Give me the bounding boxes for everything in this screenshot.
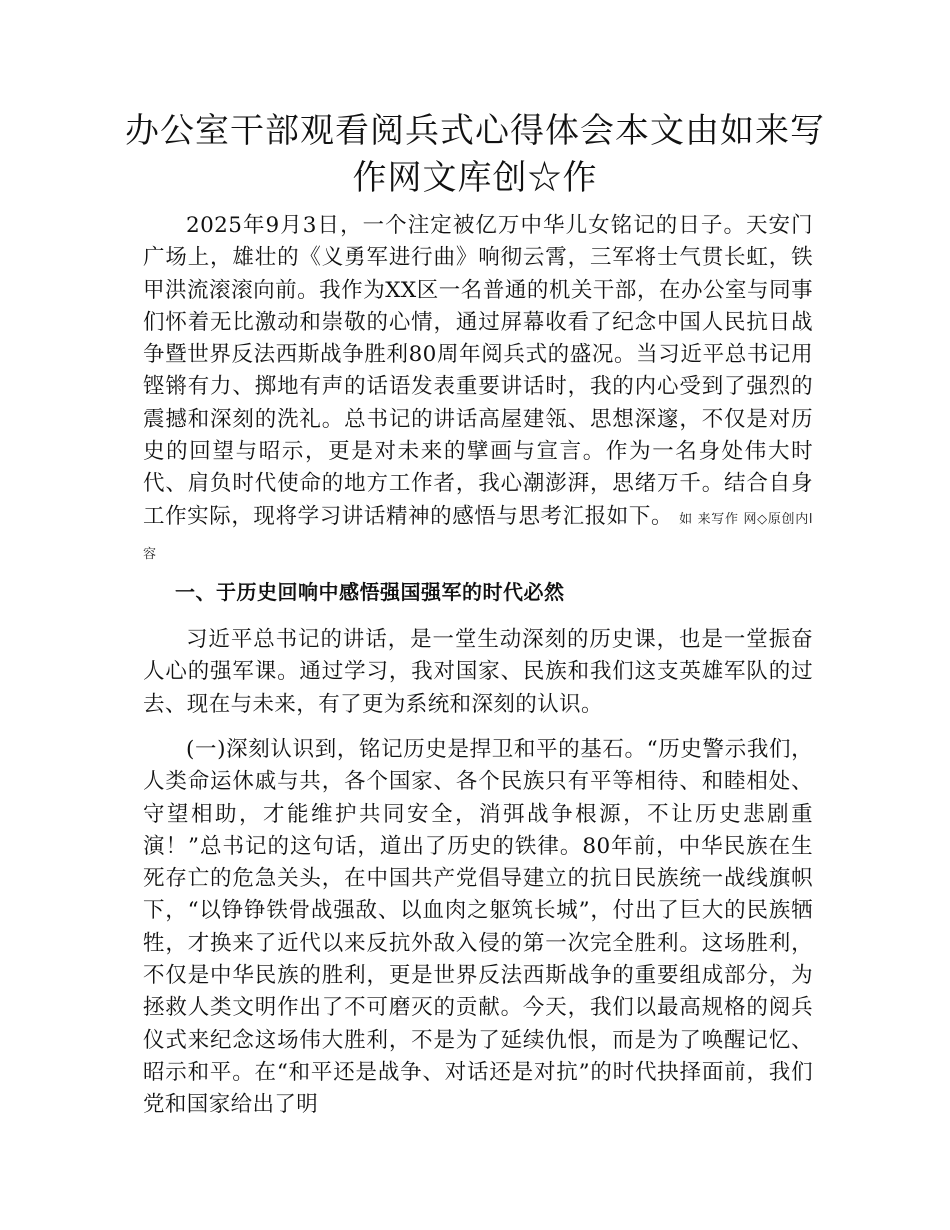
section-heading-1: 一、于历史回响中感悟强国强军的时代必然	[175, 580, 565, 604]
paragraph-intro	[143, 210, 813, 571]
document-title: 办公室干部观看阅兵式心得体会本文由如来写作网文库创☆作	[125, 111, 825, 198]
paragraph-intro-text: 2025年9月3日，一个注定被亿万中华儿女铭记的日子。天安门广场上，雄壮的《义勇军进行曲》响彻云霄，三军将士气贯长虹，铁甲洪流滚滚向前。我作为XX区一名普通的机关干部，在办公室与同事们怀着无比激动和崇敬的心情，通过屏幕收看了纪念中国人民抗日战争暨世界反法西斯战争胜利80周年阅兵式的盛况。当习近平总书记用铿锵有力、掷地有声的话语发表重要讲话时，我的内心受到了强烈的震撼和深刻的洗礼。总书记的讲话高屋建瓴、思想深邃，不仅是对历史的回望与昭示，更是对未来的擘画与宣言。作为一名身处伟大时代、肩负时代使命的地方工作者，我心潮澎湃，思绪万千。结合自身工作实际，现将学习讲话精神的感悟与思考汇报如下。	[143, 213, 813, 529]
watermark-text: 如 来写作 网◇原创内l容	[143, 511, 814, 562]
paragraph-subsection-1: (一)深刻认识到，铭记历史是捍卫和平的基石。“历史警示我们，人类命运休戚与共，各个国家、各个民族只有平等相待、和睦相处、守望相助，才能维护共同安全，消弭战争根源，不让历史悲剧重演！”总书记的这句话，道出了历史的铁律。80年前，中华民族在生死存亡的危急关头，在中国共产党倡导建立的抗日民族统一战线旗帜下，“以铮铮铁骨战强敌、以血肉之躯筑长城”，付出了巨大的民族牺牲，才换来了近代以来反抗外敌入侵的第一次完全胜利。这场胜利，不仅是中华民族的胜利，更是世界反法西斯战争的重要组成部分，为拯救人类文明作出了不可磨灭的贡献。今天，我们以最高规格的阅兵仪式来纪念这场伟大胜利，不是为了延续仇恨，而是为了唤醒记忆、昭示和平。在“和平还是战争、对话还是对抗”的时代抉择面前，我们党和国家给出了明	[143, 737, 813, 1118]
paragraph-section-intro: 习近平总书记的讲话，是一堂生动深刻的历史课，也是一堂振奋人心的强军课。通过学习，我对国家、民族和我们这支英雄军队的过去、现在与未来，有了更为系统和深刻的认识。	[143, 627, 813, 717]
